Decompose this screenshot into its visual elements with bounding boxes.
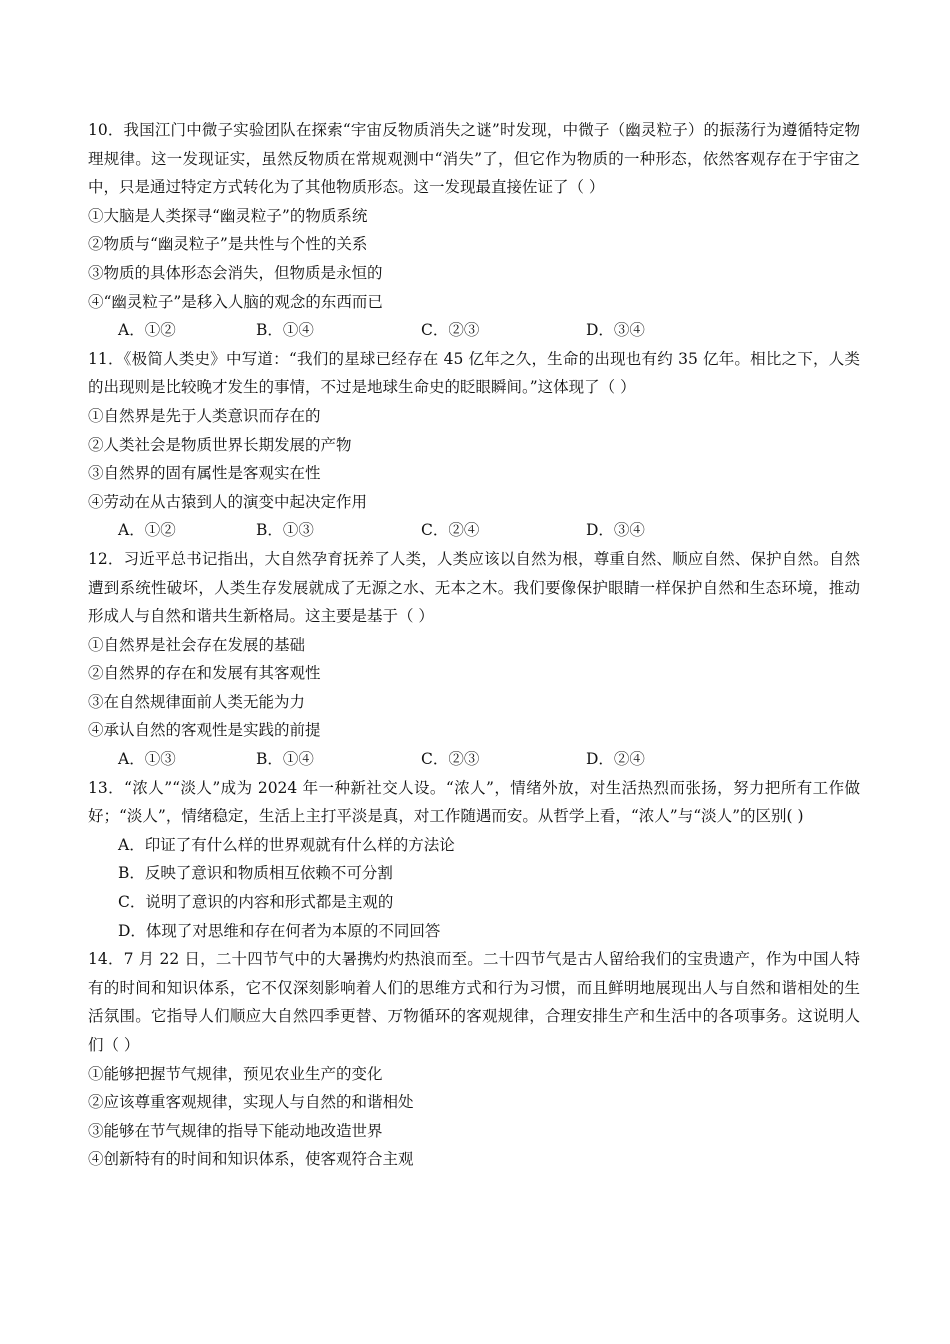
statement-item: ①自然界是先于人类意识而存在的	[88, 406, 321, 425]
choice-c: C．②④	[421, 521, 480, 540]
question-11	[88, 345, 860, 545]
choice-a: A．①②	[118, 321, 176, 340]
choice-a: A．①②	[118, 521, 176, 540]
option-a: A．印证了有什么样的世界观就有什么样的方法论	[118, 835, 455, 854]
statement-item: ①自然界是社会存在发展的基础	[88, 635, 306, 654]
statement-item: ④劳动在从古猿到人的演变中起决定作用	[88, 492, 368, 511]
question-list	[88, 116, 860, 1174]
choice-b: B．①④	[256, 750, 314, 769]
answer-choices	[88, 316, 860, 345]
statement-item: ②自然界的存在和发展有其客观性	[88, 664, 321, 683]
question-14	[88, 945, 860, 1174]
statement-item: ②物质与“幽灵粒子”是共性与个性的关系	[88, 235, 368, 254]
statement-item: ③在自然规律面前人类无能为力	[88, 692, 306, 711]
answer-choices	[88, 516, 860, 545]
option-c: C．说明了意识的内容和形式都是主观的	[118, 893, 394, 912]
question-stem: 11．《极简人类史》中写道：“我们的星球已经存在 45 亿年之久，生命的出现也有约 35 亿年。相比之下，人类的出现则是比较晚才发生的事情，不过是地球生命史的眨眼瞬间。”这体现了（ ）	[88, 349, 860, 397]
choice-c: C．②③	[421, 750, 480, 769]
question-stem: 10．我国江门中微子实验团队在探索“宇宙反物质消失之谜”时发现，中微子（幽灵粒子）的振荡行为遵循特定物理规律。这一发现证实，虽然反物质在常规观测中“消失”了，但它作为物质的一种形态，依然客观存在于宇宙之中，只是通过特定方式转化为了其他物质形态。这一发现最直接佐证了（ ）	[88, 121, 860, 197]
statement-item: ①大脑是人类探寻“幽灵粒子”的物质系统	[88, 206, 368, 225]
choice-b: B．①③	[256, 521, 314, 540]
statement-item: ②应该尊重客观规律，实现人与自然的和谐相处	[88, 1093, 414, 1112]
statement-item: ②人类社会是物质世界长期发展的产物	[88, 435, 352, 454]
choice-d: D．③④	[586, 521, 645, 540]
question-stem: 12．习近平总书记指出，大自然孕育抚养了人类，人类应该以自然为根，尊重自然、顺应自然、保护自然。自然遭到系统性破坏，人类生存发展就成了无源之水、无本之木。我们要像保护眼睛一样保护自然和生态环境，推动形成人与自然和谐共生新格局。这主要是基于（ ）	[88, 549, 860, 626]
statement-item: ④创新特有的时间和知识体系，使客观符合主观	[88, 1150, 414, 1169]
statement-item: ①能够把握节气规律，预见农业生产的变化	[88, 1064, 383, 1083]
option-b: B．反映了意识和物质相互依赖不可分割	[118, 864, 393, 883]
question-12	[88, 545, 860, 774]
statement-item: ③物质的具体形态会消失，但物质是永恒的	[88, 263, 383, 282]
option-d: D．体现了对思维和存在何者为本原的不同回答	[118, 921, 441, 940]
statement-item: ④承认自然的客观性是实践的前提	[88, 721, 321, 740]
choice-d: D．③④	[586, 321, 645, 340]
answer-choices	[88, 745, 860, 774]
statement-item: ③自然界的固有属性是客观实在性	[88, 464, 321, 483]
statement-item: ④“幽灵粒子”是移入人脑的观念的东西而已	[88, 292, 383, 311]
question-stem: 13．“浓人”“淡人”成为 2024 年一种新社交人设。“浓人”，情绪外放，对生活热烈而张扬，努力把所有工作做好；“淡人”，情绪稳定，生活上主打平淡是真，对工作随遇而安。从哲学上看，“浓人”与“淡人”的区别( )	[88, 778, 860, 826]
question-stem: 14．7 月 22 日，二十四节气中的大暑携灼灼热浪而至。二十四节气是古人留给我们的宝贵遗产，作为中国人特有的时间和知识体系，它不仅深刻影响着人们的思维方式和行为习惯，而且鲜明地展现出人与自然和谐相处的生活氛围。它指导人们顺应大自然四季更替、万物循环的客观规律，合理安排生产和生活中的各项事务。这说明人们（ ）	[88, 950, 860, 1054]
choice-b: B．①④	[256, 321, 314, 340]
statement-item: ③能够在节气规律的指导下能动地改造世界	[88, 1121, 383, 1140]
question-13	[88, 774, 860, 946]
question-10	[88, 116, 860, 345]
choice-a: A．①③	[118, 750, 176, 769]
choice-d: D．②④	[586, 750, 645, 769]
choice-c: C．②③	[421, 321, 480, 340]
